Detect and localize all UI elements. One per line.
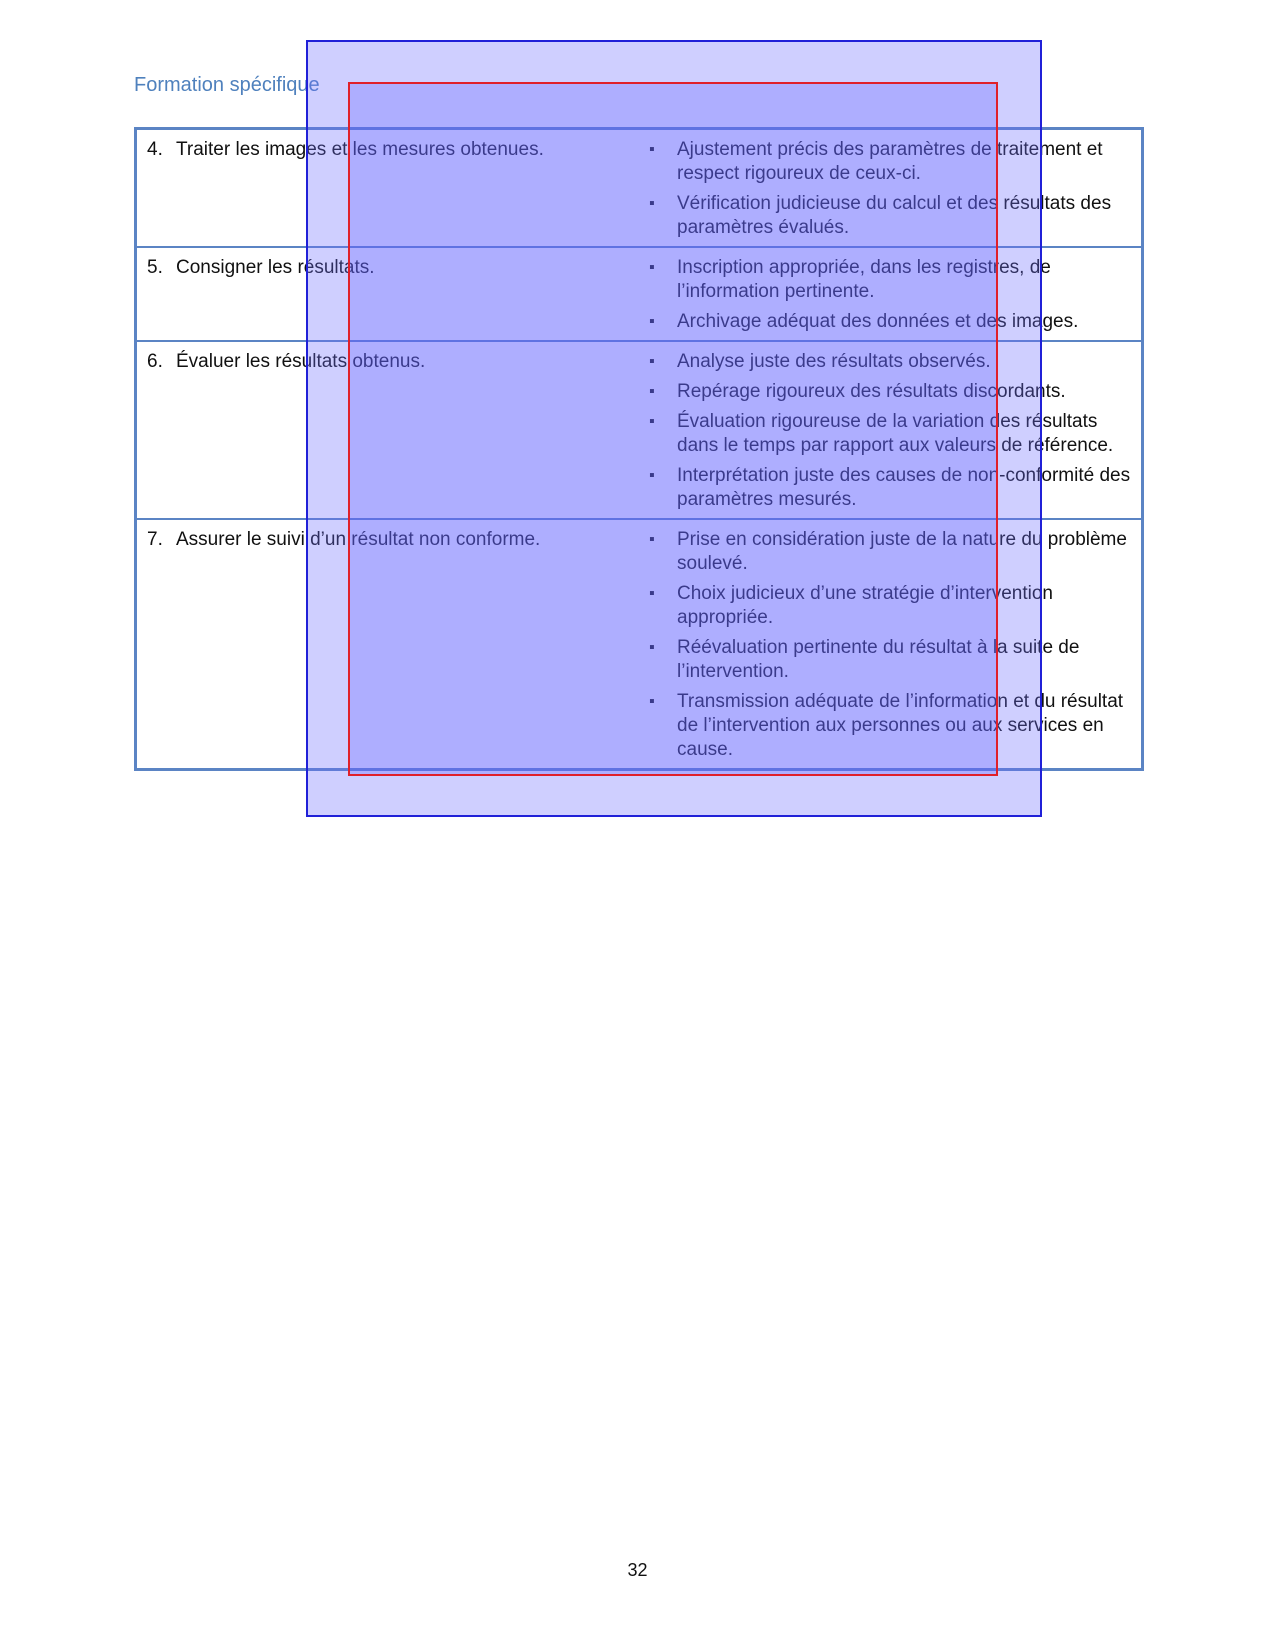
bullet-icon: ▪: [649, 141, 655, 158]
bullet-icon: ▪: [649, 353, 655, 370]
bullet-icon: ▪: [649, 585, 655, 602]
page-number: 32: [627, 1560, 648, 1580]
bullet-icon: ▪: [649, 383, 655, 400]
bullet-icon: ▪: [649, 639, 655, 656]
bullet-icon: ▪: [649, 531, 655, 548]
task-number: 6.: [147, 351, 163, 372]
task-number: 5.: [147, 257, 163, 278]
criterion-text: Transmission adéquate de l’information et du résultat de l’intervention aux personnes ou aux services en cause.: [677, 691, 1124, 760]
bullet-icon: ▪: [649, 693, 655, 710]
task-number: 4.: [147, 139, 163, 160]
criterion-text: Prise en considération juste de la nature du problème soulevé.: [677, 529, 1127, 574]
task-text: Évaluer les résultats obtenus.: [176, 351, 426, 372]
criterion-text: Vérification judicieuse du calcul et des résultats des paramètres évalués.: [677, 193, 1112, 238]
bullet-icon: ▪: [649, 195, 655, 212]
task-text: Consigner les résultats.: [176, 257, 375, 278]
criterion-text: Repérage rigoureux des résultats discordants.: [677, 381, 1066, 402]
section-title: Formation spécifique: [134, 74, 320, 96]
criterion-text: Interprétation juste des causes de non-conformité des paramètres mesurés.: [677, 465, 1131, 510]
criterion-text: Réévaluation pertinente du résultat à la suite de l’intervention.: [677, 637, 1080, 682]
criterion-text: Ajustement précis des paramètres de traitement et respect rigoureux de ceux-ci.: [677, 139, 1103, 184]
bullet-icon: ▪: [649, 413, 655, 430]
overlay-box-red: [348, 82, 998, 776]
criterion-text: Archivage adéquat des données et des images.: [677, 311, 1079, 332]
task-text: Traiter les images et les mesures obtenues.: [176, 139, 544, 160]
criterion-text: Choix judicieux d’une stratégie d’intervention appropriée.: [677, 583, 1054, 628]
bullet-icon: ▪: [649, 259, 655, 276]
criterion-text: Évaluation rigoureuse de la variation des résultats dans le temps par rapport aux valeurs de référence.: [677, 411, 1114, 456]
task-number: 7.: [147, 529, 163, 550]
criterion-text: Analyse juste des résultats observés.: [677, 351, 991, 372]
criterion-text: Inscription appropriée, dans les registres, de l’information pertinente.: [677, 257, 1051, 302]
bullet-icon: ▪: [649, 313, 655, 330]
bullet-icon: ▪: [649, 467, 655, 484]
task-text: Assurer le suivi d’un résultat non conforme.: [176, 529, 541, 550]
